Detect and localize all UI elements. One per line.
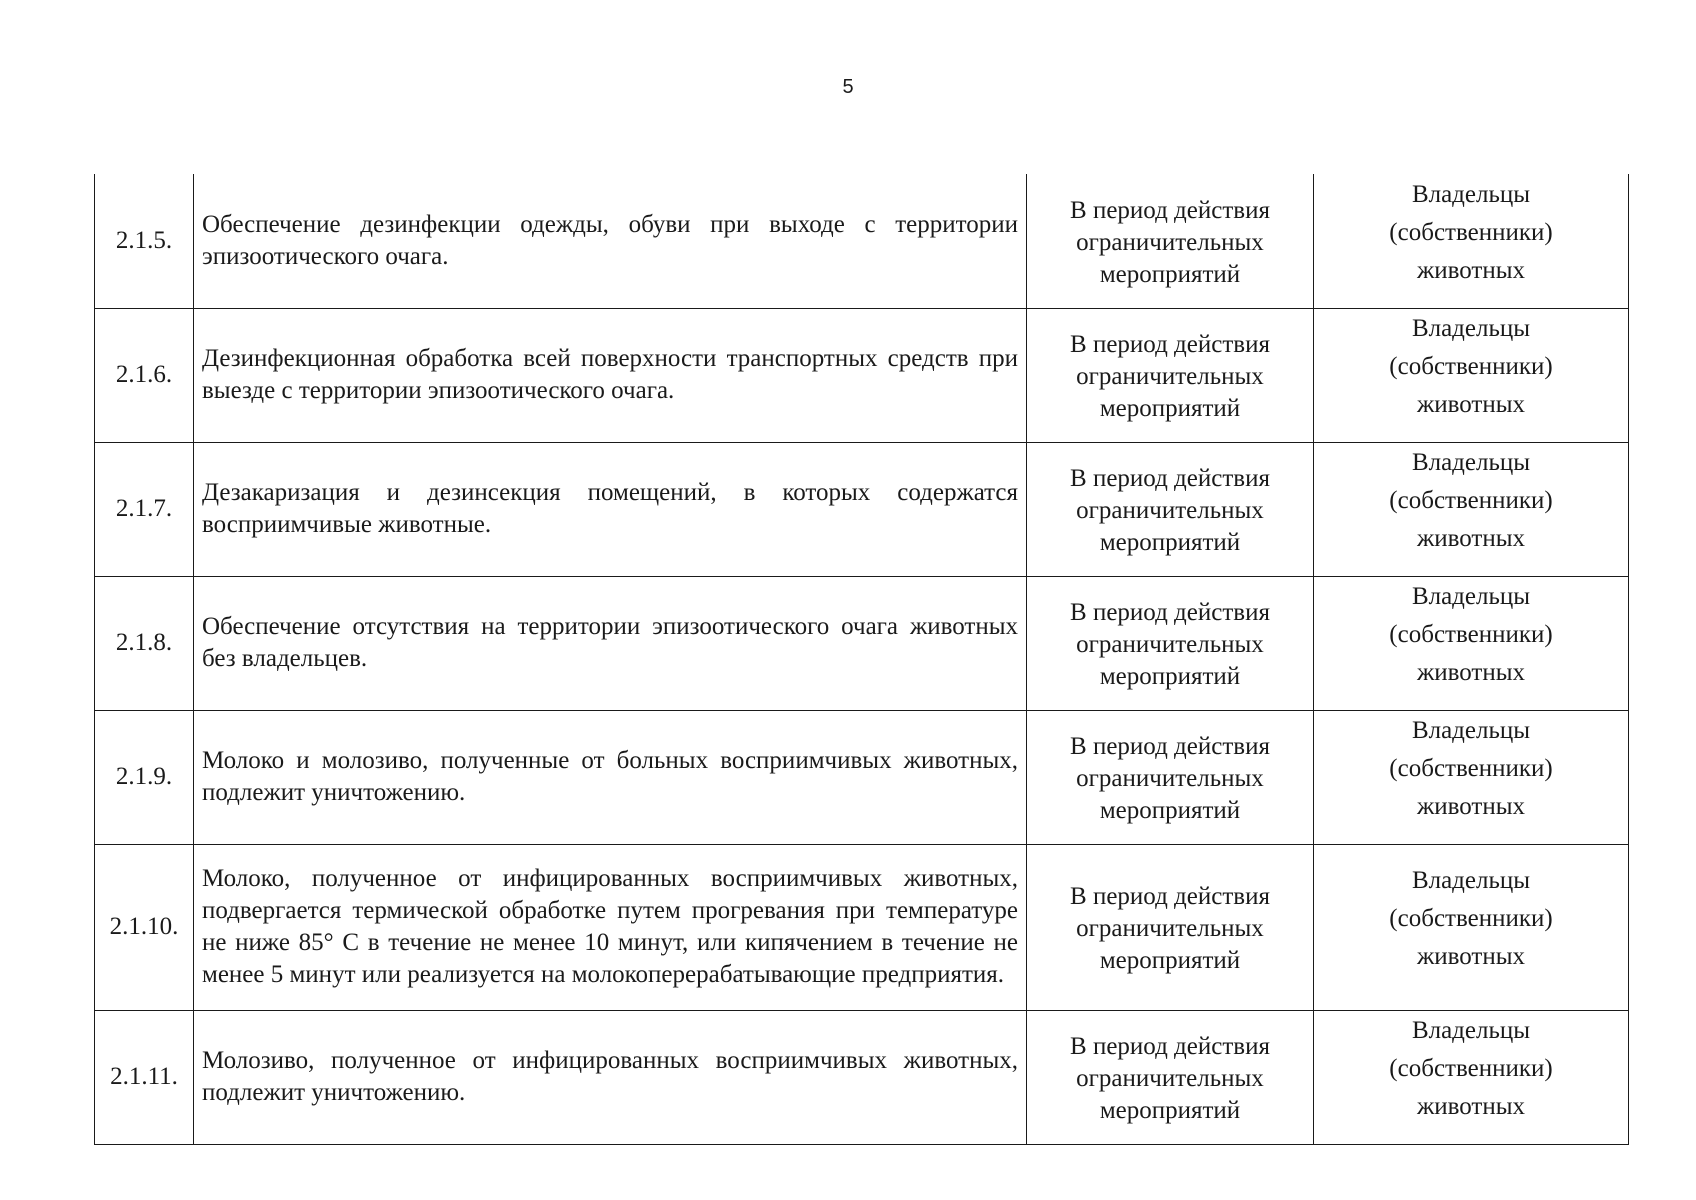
period-cell	[1027, 442, 1314, 576]
measure-responsible: Владельцы (собственники) животных	[1389, 583, 1553, 686]
measure-period: В период действия ограничительных мероприятий	[1070, 465, 1270, 556]
row-number: 2.1.7.	[95, 442, 194, 576]
measure-responsible: Владельцы (собственники) животных	[1389, 315, 1553, 418]
row-number: 2.1.9.	[95, 710, 194, 844]
measure-description: Обеспечение отсутствия на территории эпизоотического очага животных без владельцев.	[194, 576, 1027, 710]
measure-responsible: Владельцы (собственники) животных	[1389, 180, 1553, 284]
page-number: 5	[842, 76, 854, 98]
row-number: 2.1.10.	[95, 844, 194, 1010]
period-cell	[1027, 1010, 1314, 1144]
table-row	[95, 710, 1629, 844]
measure-responsible: Владельцы (собственники) животных	[1389, 717, 1553, 820]
measure-period: В период действия ограничительных мероприятий	[1070, 883, 1270, 974]
row-number: 2.1.5.	[95, 174, 194, 308]
period-cell	[1027, 174, 1314, 308]
table-row	[95, 442, 1629, 576]
measure-responsible: Владельцы (собственники) животных	[1389, 449, 1553, 552]
responsible-cell	[1314, 576, 1629, 710]
measures-table	[94, 174, 1629, 1145]
row-number: 2.1.6.	[95, 308, 194, 442]
responsible-cell	[1314, 710, 1629, 844]
responsible-cell	[1314, 844, 1629, 1010]
period-cell	[1027, 844, 1314, 1010]
period-cell	[1027, 710, 1314, 844]
table-row	[95, 174, 1629, 308]
table-row	[95, 308, 1629, 442]
measure-period: В период действия ограничительных мероприятий	[1070, 599, 1270, 690]
table-row	[95, 576, 1629, 710]
measure-description: Дезакаризация и дезинсекция помещений, в которых содержатся восприимчивые животные.	[194, 442, 1027, 576]
measure-description: Обеспечение дезинфекции одежды, обуви при выходе с территории эпизоотического очага.	[194, 174, 1027, 308]
row-number: 2.1.11.	[95, 1010, 194, 1144]
measure-responsible: Владельцы (собственники) животных	[1389, 867, 1553, 970]
responsible-cell	[1314, 1010, 1629, 1144]
measure-description: Молозиво, полученное от инфицированных восприимчивых животных, подлежит уничтожению.	[194, 1010, 1027, 1144]
measure-description: Дезинфекционная обработка всей поверхности транспортных средств при выезде с территории эпизоотического очага.	[194, 308, 1027, 442]
measure-period: В период действия ограничительных мероприятий	[1070, 196, 1270, 288]
table-row	[95, 844, 1629, 1010]
responsible-cell	[1314, 174, 1629, 308]
measure-period: В период действия ограничительных мероприятий	[1070, 331, 1270, 422]
measure-period: В период действия ограничительных мероприятий	[1070, 1033, 1270, 1124]
measure-description: Молоко и молозиво, полученные от больных восприимчивых животных, подлежит уничтожению.	[194, 710, 1027, 844]
measure-responsible: Владельцы (собственники) животных	[1389, 1017, 1553, 1120]
row-number: 2.1.8.	[95, 576, 194, 710]
responsible-cell	[1314, 442, 1629, 576]
measure-period: В период действия ограничительных мероприятий	[1070, 733, 1270, 824]
table-row	[95, 1010, 1629, 1144]
responsible-cell	[1314, 308, 1629, 442]
period-cell	[1027, 308, 1314, 442]
period-cell	[1027, 576, 1314, 710]
measure-description: Молоко, полученное от инфицированных восприимчивых животных, подвергается термической обработке путем прогревания при температуре не ниже 85° С в течение не менее 10 минут, или кипячением в течение не менее 5 минут или реализуется на молокоперерабатывающие предприятия.	[194, 844, 1027, 1010]
